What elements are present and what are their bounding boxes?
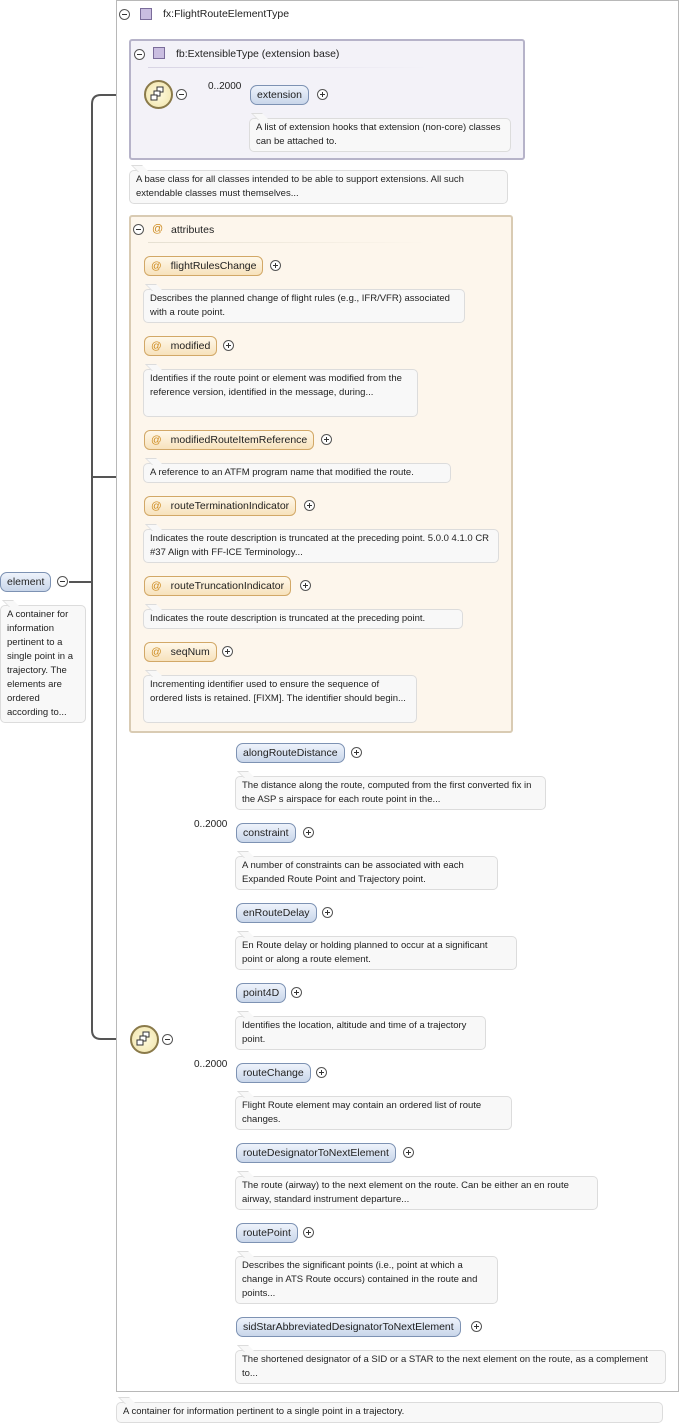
element-alongRouteDistance[interactable]: alongRouteDistance	[236, 743, 345, 763]
expand-routeDesignatorToNextElement-button[interactable]	[403, 1147, 414, 1158]
extension-header-divider	[148, 67, 428, 68]
attribute-icon: @	[151, 260, 162, 272]
extension-element-doc: A list of extension hooks that extension (non-core) classes can be attached to.	[249, 118, 511, 152]
attribute-icon: @	[151, 580, 162, 592]
element-enRouteDelay[interactable]: enRouteDelay	[236, 903, 317, 923]
attribute-icon: @	[151, 434, 162, 446]
element-doc: The shortened designator of a SID or a STAR to the next element on the route, as a complement to...	[235, 1350, 666, 1384]
attribute-name: flightRulesChange	[170, 260, 257, 272]
attribute-routeTruncationIndicator[interactable]	[144, 576, 291, 596]
attribute-doc: Incrementing identifier used to ensure the sequence of ordered lists is retained. [FIXM]. The identifier should begin...	[143, 675, 417, 723]
collapse-type-button[interactable]	[119, 9, 130, 20]
element-doc: Identifies the location, altitude and time of a trajectory point.	[235, 1016, 486, 1050]
element-constraint[interactable]: constraint	[236, 823, 296, 843]
expand-modified-button[interactable]	[223, 340, 234, 351]
collapse-root-button[interactable]	[57, 576, 68, 587]
attribute-icon: @	[151, 646, 162, 658]
expand-constraint-button[interactable]	[303, 827, 314, 838]
attribute-name: routeTerminationIndicator	[170, 500, 290, 512]
expand-alongRouteDistance-button[interactable]	[351, 747, 362, 758]
expand-routePoint-button[interactable]	[303, 1227, 314, 1238]
sequence-compositor-icon[interactable]	[144, 80, 173, 109]
extension-base-title: fb:ExtensibleType (extension base)	[176, 48, 340, 60]
element-routePoint[interactable]: routePoint	[236, 1223, 298, 1243]
attribute-doc: A reference to an ATFM program name that modified the route.	[143, 463, 451, 483]
attribute-flightRulesChange[interactable]	[144, 256, 263, 276]
expand-modifiedRouteItemReference-button[interactable]	[321, 434, 332, 445]
attribute-doc: Describes the planned change of flight rules (e.g., IFR/VFR) associated with a route point.	[143, 289, 465, 323]
extension-type-icon	[153, 47, 165, 59]
collapse-attributes-button[interactable]	[133, 224, 144, 235]
collapse-extension-button[interactable]	[134, 49, 145, 60]
collapse-sequence-button[interactable]	[176, 89, 187, 100]
element-doc: Describes the significant points (i.e., point at which a change in ATS Route occurs) contained in the route and points...	[235, 1256, 498, 1304]
expand-routeChange-button[interactable]	[316, 1067, 327, 1078]
complex-type-icon	[140, 8, 152, 20]
occurrence-label: 0..2000	[208, 81, 242, 92]
attribute-modifiedRouteItemReference[interactable]	[144, 430, 314, 450]
expand-extension-button[interactable]	[317, 89, 328, 100]
element-routeChange[interactable]: routeChange	[236, 1063, 311, 1083]
complex-type-title: fx:FlightRouteElementType	[163, 8, 290, 20]
element-point4D[interactable]: point4D	[236, 983, 286, 1003]
occurrence-label: 0..2000	[194, 1059, 228, 1070]
extension-base-doc: A base class for all classes intended to be able to support extensions. All such extendable classes must themselves...	[129, 170, 508, 204]
expand-flightRulesChange-button[interactable]	[270, 260, 281, 271]
element-doc: A number of constraints can be associated with each Expanded Route Point and Trajectory point.	[235, 856, 498, 890]
occurrence-label: 0..2000	[194, 819, 228, 830]
element-routeDesignatorToNextElement[interactable]: routeDesignatorToNextElement	[236, 1143, 396, 1163]
root-element-doc: A container for information pertinent to a single point in a trajectory. The elements are ordered according to...	[0, 605, 86, 723]
attributes-title: attributes	[171, 224, 215, 236]
expand-seqNum-button[interactable]	[222, 646, 233, 657]
element-doc: The distance along the route, computed from the first converted fix in the ASP s airspace for each route point in the...	[235, 776, 546, 810]
expand-point4D-button[interactable]	[291, 987, 302, 998]
expand-routeTruncationIndicator-button[interactable]	[300, 580, 311, 591]
root-element[interactable]: element	[0, 572, 51, 592]
element-doc: The route (airway) to the next element on the route. Can be either an en route airway, standard instrument departure...	[235, 1176, 598, 1210]
attribute-icon: @	[151, 340, 162, 352]
attributes-at-icon: @	[152, 223, 164, 235]
attribute-name: modifiedRouteItemReference	[170, 434, 308, 446]
attribute-name: routeTruncationIndicator	[170, 580, 285, 592]
expand-sidStarAbbreviatedDesignatorToNextElement-button[interactable]	[471, 1321, 482, 1332]
attribute-doc: Identifies if the route point or element was modified from the reference version, identified in the message, during...	[143, 369, 418, 417]
element-extension[interactable]: extension	[250, 85, 309, 105]
element-doc: En Route delay or holding planned to occur at a significant point or along a route element.	[235, 936, 517, 970]
type-doc: A container for information pertinent to a single point in a trajectory.	[116, 1402, 663, 1423]
attributes-header-divider	[148, 242, 428, 243]
attribute-routeTerminationIndicator[interactable]	[144, 496, 296, 516]
attribute-doc: Indicates the route description is truncated at the preceding point.	[143, 609, 463, 629]
sequence-compositor-icon[interactable]	[130, 1025, 159, 1054]
expand-enRouteDelay-button[interactable]	[322, 907, 333, 918]
collapse-sequence-button[interactable]	[162, 1034, 173, 1045]
attribute-seqNum[interactable]	[144, 642, 217, 662]
attribute-name: seqNum	[170, 646, 210, 658]
attribute-icon: @	[151, 500, 162, 512]
attribute-doc: Indicates the route description is truncated at the preceding point. 5.0.0 4.1.0 CR #37 Align with FF-ICE Terminology...	[143, 529, 499, 563]
attribute-name: modified	[170, 340, 211, 352]
element-doc: Flight Route element may contain an ordered list of route changes.	[235, 1096, 512, 1130]
element-sidStarAbbreviatedDesignatorToNextElement[interactable]: sidStarAbbreviatedDesignatorToNextElement	[236, 1317, 461, 1337]
attribute-modified[interactable]	[144, 336, 217, 356]
expand-routeTerminationIndicator-button[interactable]	[304, 500, 315, 511]
